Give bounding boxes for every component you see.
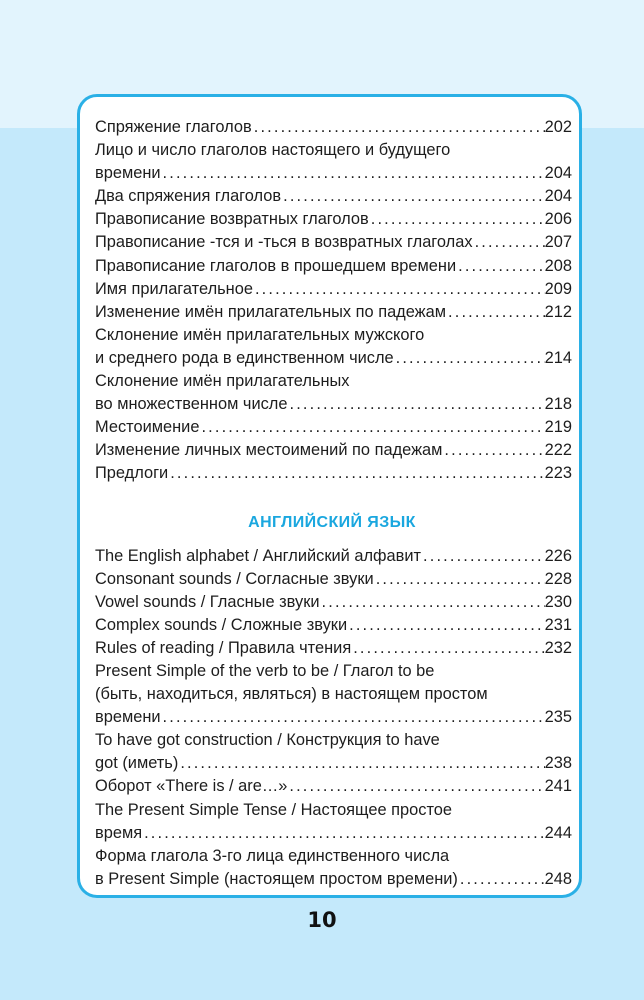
entry-title: Имя прилагательное <box>95 279 253 298</box>
dot-leader <box>168 462 544 485</box>
dot-leader <box>421 545 545 568</box>
entry-leader-line <box>95 637 572 660</box>
contents-entry <box>95 660 572 729</box>
english-contents-list <box>95 545 572 891</box>
dot-leader <box>287 775 544 798</box>
entry-title-line: Склонение имён прилагательных мужского <box>95 325 425 344</box>
entry-title: Complex sounds / Сложные звуки <box>95 615 348 634</box>
contents-entry <box>95 139 572 185</box>
contents-entry <box>95 255 572 278</box>
entry-title: got (иметь) <box>95 754 179 773</box>
page-number: 10 <box>307 908 337 932</box>
entry-page-number: 202 <box>544 118 572 136</box>
dot-leader <box>161 706 545 729</box>
entry-leader-line <box>95 439 572 462</box>
entry-title: Оборот «There is / are…» <box>95 777 288 796</box>
entry-leader-line <box>95 231 572 254</box>
dot-leader <box>473 231 545 254</box>
dot-leader <box>252 116 545 139</box>
dot-leader <box>320 591 545 614</box>
contents-entry <box>95 185 572 208</box>
dot-leader <box>456 255 545 278</box>
entry-title: Изменение имён прилагательных по падежам <box>95 302 447 321</box>
russian-contents-list <box>95 116 572 486</box>
entry-title: время <box>95 823 143 842</box>
dot-leader <box>351 637 544 660</box>
entry-title-line: Лицо и число глаголов настоящего и будущего <box>95 141 451 160</box>
contents-entry <box>95 324 572 370</box>
entry-page-number: 223 <box>544 464 572 483</box>
entry-page-number: 218 <box>544 395 572 414</box>
entry-page-number: 206 <box>544 210 572 229</box>
entry-title: Правописание -тся и -ться в возвратных глаголах <box>95 233 473 252</box>
entry-leader-line <box>95 462 572 485</box>
contents-entry <box>95 775 572 798</box>
dot-leader <box>178 752 544 775</box>
entry-leader-line <box>95 185 572 208</box>
entry-leader-line <box>95 208 572 231</box>
entry-title: Местоимение <box>95 418 200 437</box>
dot-leader <box>394 347 545 370</box>
section-title-english: АНГЛИЙСКИЙ ЯЗЫК <box>248 513 416 531</box>
entry-title-line: Склонение имён прилагательных <box>95 372 350 391</box>
entry-title: Rules of reading / Правила чтения <box>95 638 352 657</box>
entry-title: Предлоги <box>95 464 169 483</box>
entry-page-number: 209 <box>544 279 572 298</box>
entry-leader-line <box>95 545 572 568</box>
entry-leader-line <box>95 614 572 637</box>
entry-page-number: 204 <box>544 187 572 206</box>
entry-page-number: 241 <box>544 777 572 796</box>
entry-leader-line <box>95 775 572 798</box>
dot-leader <box>347 614 545 637</box>
entry-leader-line <box>95 706 572 729</box>
entry-page-number: 204 <box>544 164 572 183</box>
entry-page-number: 208 <box>544 256 572 275</box>
contents-card <box>77 94 582 898</box>
entry-page-number: 231 <box>544 615 572 634</box>
contents-entry <box>95 729 572 775</box>
entry-leader-line <box>95 301 572 324</box>
entry-title-line: Форма глагола 3-го лица единственного числа <box>95 846 450 865</box>
contents-entry <box>95 845 572 891</box>
contents-entry <box>95 799 572 845</box>
entry-title-line: To have got construction / Конструкция to have <box>95 731 440 750</box>
dot-leader <box>281 185 545 208</box>
contents-entry <box>95 568 572 591</box>
entry-title: Изменение личных местоимений по падежам <box>95 441 443 460</box>
dot-leader <box>446 301 545 324</box>
dot-leader <box>442 439 544 462</box>
entry-title-line: Present Simple of the verb to be / Глагол to be <box>95 661 435 680</box>
entry-title: в Present Simple (настоящем простом времени) <box>95 869 458 888</box>
entry-page-number: 238 <box>544 754 572 773</box>
entry-leader-line <box>95 591 572 614</box>
contents-entry <box>95 637 572 660</box>
dot-leader <box>142 822 545 845</box>
entry-title: времени <box>95 164 161 183</box>
contents-entry <box>95 591 572 614</box>
entry-leader-line <box>95 347 572 370</box>
contents-entry <box>95 545 572 568</box>
contents-entry <box>95 278 572 301</box>
dot-leader <box>199 416 544 439</box>
dot-leader <box>369 208 545 231</box>
entry-title: Спряжение глаголов <box>95 118 252 136</box>
contents-entry <box>95 370 572 416</box>
entry-title-line: The Present Simple Tense / Настоящее простое <box>95 800 452 819</box>
entry-title: The English alphabet / Английский алфавит <box>95 546 422 565</box>
entry-title: и среднего рода в единственном числе <box>95 348 394 367</box>
entry-title: Consonant sounds / Согласные звуки <box>95 569 374 588</box>
entry-title: Правописание глаголов в прошедшем времени <box>95 256 457 275</box>
contents-entry <box>95 301 572 324</box>
entry-page-number: 244 <box>544 823 572 842</box>
entry-page-number: 222 <box>544 441 572 460</box>
entry-leader-line <box>95 416 572 439</box>
entry-leader-line <box>95 393 572 416</box>
dot-leader <box>374 568 545 591</box>
entry-page-number: 248 <box>544 869 572 888</box>
dot-leader <box>253 278 545 301</box>
entry-page-number: 212 <box>544 302 572 321</box>
dot-leader <box>458 868 545 891</box>
entry-page-number: 226 <box>544 546 572 565</box>
entry-page-number: 232 <box>544 638 572 657</box>
entry-leader-line <box>95 822 572 845</box>
entry-title: Правописание возвратных глаголов <box>95 210 369 229</box>
contents-entry <box>95 416 572 439</box>
contents-entry <box>95 462 572 485</box>
entry-leader-line <box>95 278 572 301</box>
contents-entry <box>95 231 572 254</box>
entry-page-number: 219 <box>544 418 572 437</box>
entry-leader-line <box>95 868 572 891</box>
entry-leader-line <box>95 255 572 278</box>
entry-page-number: 228 <box>544 569 572 588</box>
entry-title: времени <box>95 708 161 727</box>
entry-title: Vowel sounds / Гласные звуки <box>95 592 320 611</box>
contents-entry <box>95 116 572 139</box>
contents-entry <box>95 439 572 462</box>
contents-entry <box>95 208 572 231</box>
entry-leader-line <box>95 162 572 185</box>
entry-leader-line <box>95 568 572 591</box>
entry-leader-line <box>95 752 572 775</box>
entry-title: во множественном числе <box>95 395 288 414</box>
entry-title-line: (быть, находиться, являться) в настоящем простом <box>95 685 488 704</box>
entry-page-number: 214 <box>544 348 572 367</box>
entry-title: Два спряжения глаголов <box>95 187 282 206</box>
entry-page-number: 230 <box>544 592 572 611</box>
contents-entry <box>95 614 572 637</box>
entry-leader-line <box>95 116 572 139</box>
dot-leader <box>161 162 545 185</box>
entry-page-number: 235 <box>544 708 572 727</box>
entry-page-number: 207 <box>544 233 572 252</box>
dot-leader <box>287 393 544 416</box>
